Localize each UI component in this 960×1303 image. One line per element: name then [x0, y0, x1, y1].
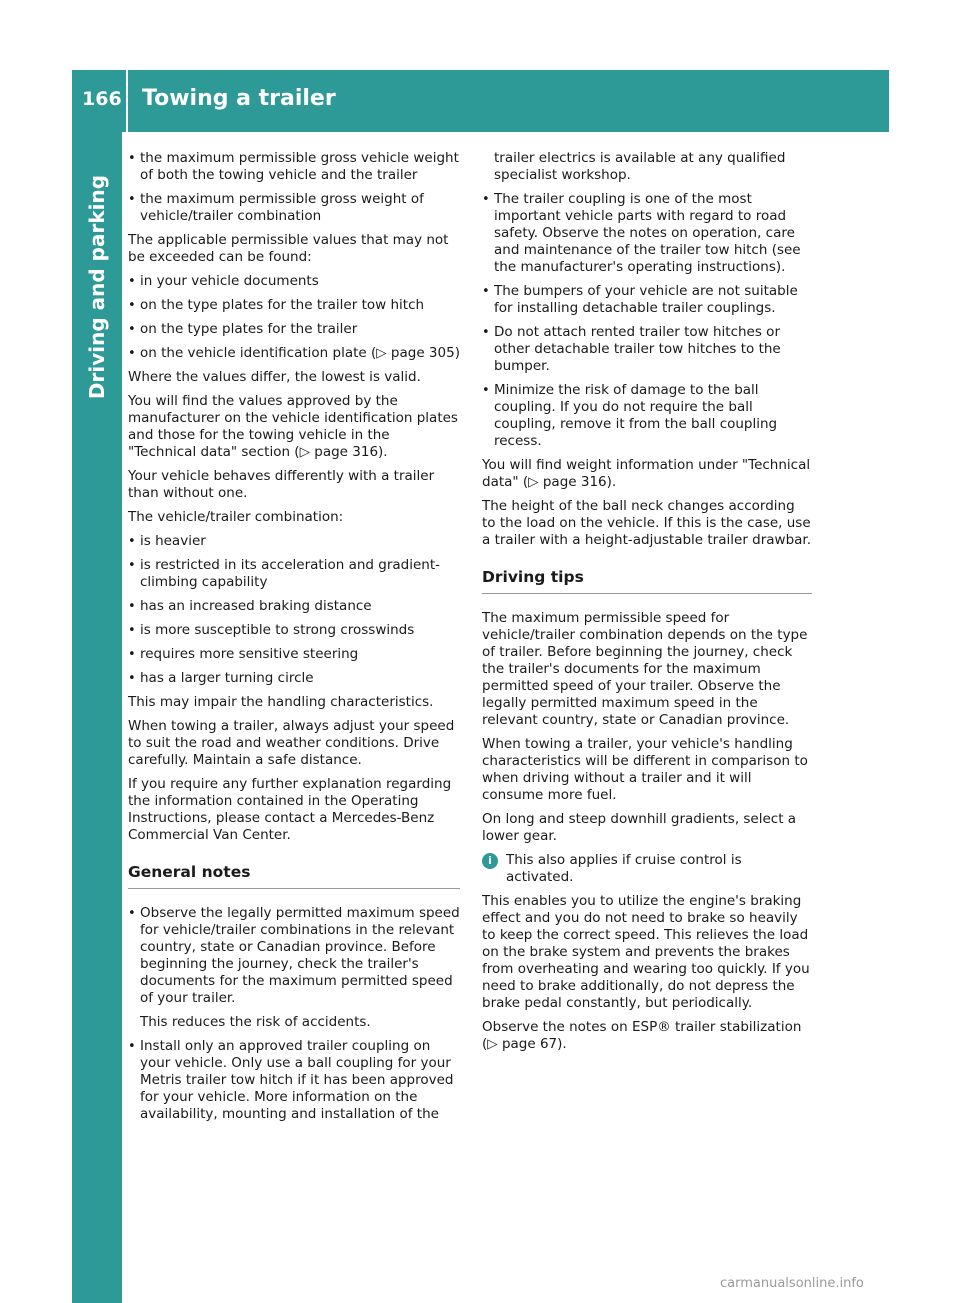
- section-heading-general-notes: General notes: [128, 863, 251, 881]
- list-item: • on the type plates for the trailer tow hitch: [128, 297, 425, 313]
- paragraph: Where the values differ, the lowest is valid.: [128, 369, 421, 385]
- paragraph: The height of the ball neck changes according to the load on the vehicle. If this is the case, use a trailer with a height-adjustable trailer drawbar.: [482, 498, 812, 548]
- list-item: • The trailer coupling is one of the most important vehicle parts with regard to road safety. Observe the notes on operation, care and maintenance of the trailer tow hitch (see the manufacturer's operating instructions).: [482, 191, 801, 275]
- list-item: • is more susceptible to strong crosswinds: [128, 622, 415, 638]
- header-divider: [126, 70, 128, 132]
- list-item: • Install only an approved trailer coupling on your vehicle. Only use a ball coupling for your Metris trailer tow hitch if it has been approved for your vehicle. More information on the availability, mounting and installation of the: [128, 1038, 454, 1122]
- paragraph: On long and steep downhill gradients, select a lower gear.: [482, 811, 797, 844]
- bullet-icon: •: [482, 192, 490, 207]
- list-item: • is restricted in its acceleration and gradient-climbing capability: [128, 557, 440, 590]
- list-item: • the maximum permissible gross weight of vehicle/trailer combination: [128, 191, 424, 224]
- bullet-icon: •: [482, 284, 490, 299]
- paragraph: You will find weight information under "Technical data" (▷ page 316).: [482, 457, 811, 490]
- bullet-icon: •: [128, 599, 136, 614]
- paragraph: The vehicle/trailer combination:: [128, 509, 344, 525]
- paragraph: The applicable permissible values that may not be exceeded can be found:: [128, 232, 449, 265]
- bullet-icon: •: [482, 383, 490, 398]
- paragraph: This reduces the risk of accidents.: [140, 1014, 371, 1030]
- info-note: i This also applies if cruise control is activated.: [482, 852, 812, 886]
- bullet-icon: •: [128, 322, 136, 337]
- page-title: Towing a trailer: [142, 86, 336, 111]
- divider: [128, 888, 460, 889]
- list-item: • Do not attach rented trailer tow hitches or other detachable trailer tow hitches to the bumper.: [482, 324, 781, 374]
- paragraph: You will find the values approved by the manufacturer on the vehicle identification plates and those for the towing vehicle in the "Technical data" section (▷ page 316).: [128, 393, 458, 460]
- bullet-icon: •: [128, 298, 136, 313]
- section-side-tab: [72, 132, 122, 1303]
- bullet-icon: •: [128, 151, 136, 166]
- paragraph: trailer electrics is available at any qualified specialist workshop.: [494, 150, 786, 183]
- paragraph: When towing a trailer, your vehicle's handling characteristics will be different in comparison to when driving without a trailer and it will consume more fuel.: [482, 736, 808, 803]
- paragraph: If you require any further explanation regarding the information contained in the Operating Instructions, please contact a Mercedes-Benz Commercial Van Center.: [128, 776, 452, 843]
- bullet-icon: •: [128, 558, 136, 573]
- list-item: • Observe the legally permitted maximum speed for vehicle/trailer combinations in the relevant country, state or Canadian province. Before beginning the journey, check the trailer's documents for the maximum permitted speed of your trailer.: [128, 905, 460, 1006]
- paragraph: This enables you to utilize the engine's braking effect and you do not need to brake so heavily to keep the correct speed. This relieves the load on the brake system and prevents the brakes from overheating and wearing too quickly. If you need to brake additionally, do not depress the brake pedal constantly, but periodically.: [482, 893, 810, 1011]
- paragraph: Your vehicle behaves differently with a trailer than without one.: [128, 468, 435, 501]
- list-item: • in your vehicle documents: [128, 273, 319, 289]
- bullet-icon: •: [482, 325, 490, 340]
- header-bar: [72, 70, 889, 132]
- list-item: • on the vehicle identification plate (▷ page 305): [128, 345, 460, 361]
- bullet-icon: •: [128, 623, 136, 638]
- bullet-icon: •: [128, 1039, 136, 1054]
- list-item: • has a larger turning circle: [128, 670, 314, 686]
- bullet-icon: •: [128, 534, 136, 549]
- bullet-icon: •: [128, 906, 136, 921]
- bullet-icon: •: [128, 274, 136, 289]
- list-item: • The bumpers of your vehicle are not suitable for installing detachable trailer couplings.: [482, 283, 798, 316]
- divider: [482, 593, 812, 594]
- bullet-icon: •: [128, 671, 136, 686]
- list-item: • has an increased braking distance: [128, 598, 372, 614]
- page-number: 166: [82, 88, 122, 110]
- bullet-icon: •: [128, 346, 136, 361]
- paragraph: Observe the notes on ESP® trailer stabilization (▷ page 67).: [482, 1019, 802, 1052]
- left-column: [128, 150, 460, 1130]
- right-column: [482, 150, 812, 1060]
- list-item: • the maximum permissible gross vehicle weight of both the towing vehicle and the trailer: [128, 150, 459, 183]
- bullet-icon: •: [128, 192, 136, 207]
- list-item: • is heavier: [128, 533, 206, 549]
- paragraph: This may impair the handling characteristics.: [128, 694, 434, 710]
- watermark: carmanualsonline.info: [720, 1276, 864, 1291]
- list-item: • on the type plates for the trailer: [128, 321, 358, 337]
- section-heading-driving-tips: Driving tips: [482, 568, 584, 586]
- section-tab-label: Driving and parking: [85, 174, 109, 400]
- list-item: • Minimize the risk of damage to the ball coupling. If you do not require the ball coupling, remove it from the ball coupling recess.: [482, 382, 778, 449]
- paragraph: The maximum permissible speed for vehicle/trailer combination depends on the type of trailer. Before beginning the journey, check the trailer's documents for the maximum permitted speed of your trailer. Observe the legally permitted maximum speed in the relevant country, state or Canadian province.: [482, 610, 808, 728]
- list-item: • requires more sensitive steering: [128, 646, 359, 662]
- bullet-icon: •: [128, 647, 136, 662]
- paragraph: When towing a trailer, always adjust your speed to suit the road and weather conditions. Drive carefully. Maintain a safe distance.: [128, 718, 455, 768]
- info-icon: i: [482, 853, 498, 869]
